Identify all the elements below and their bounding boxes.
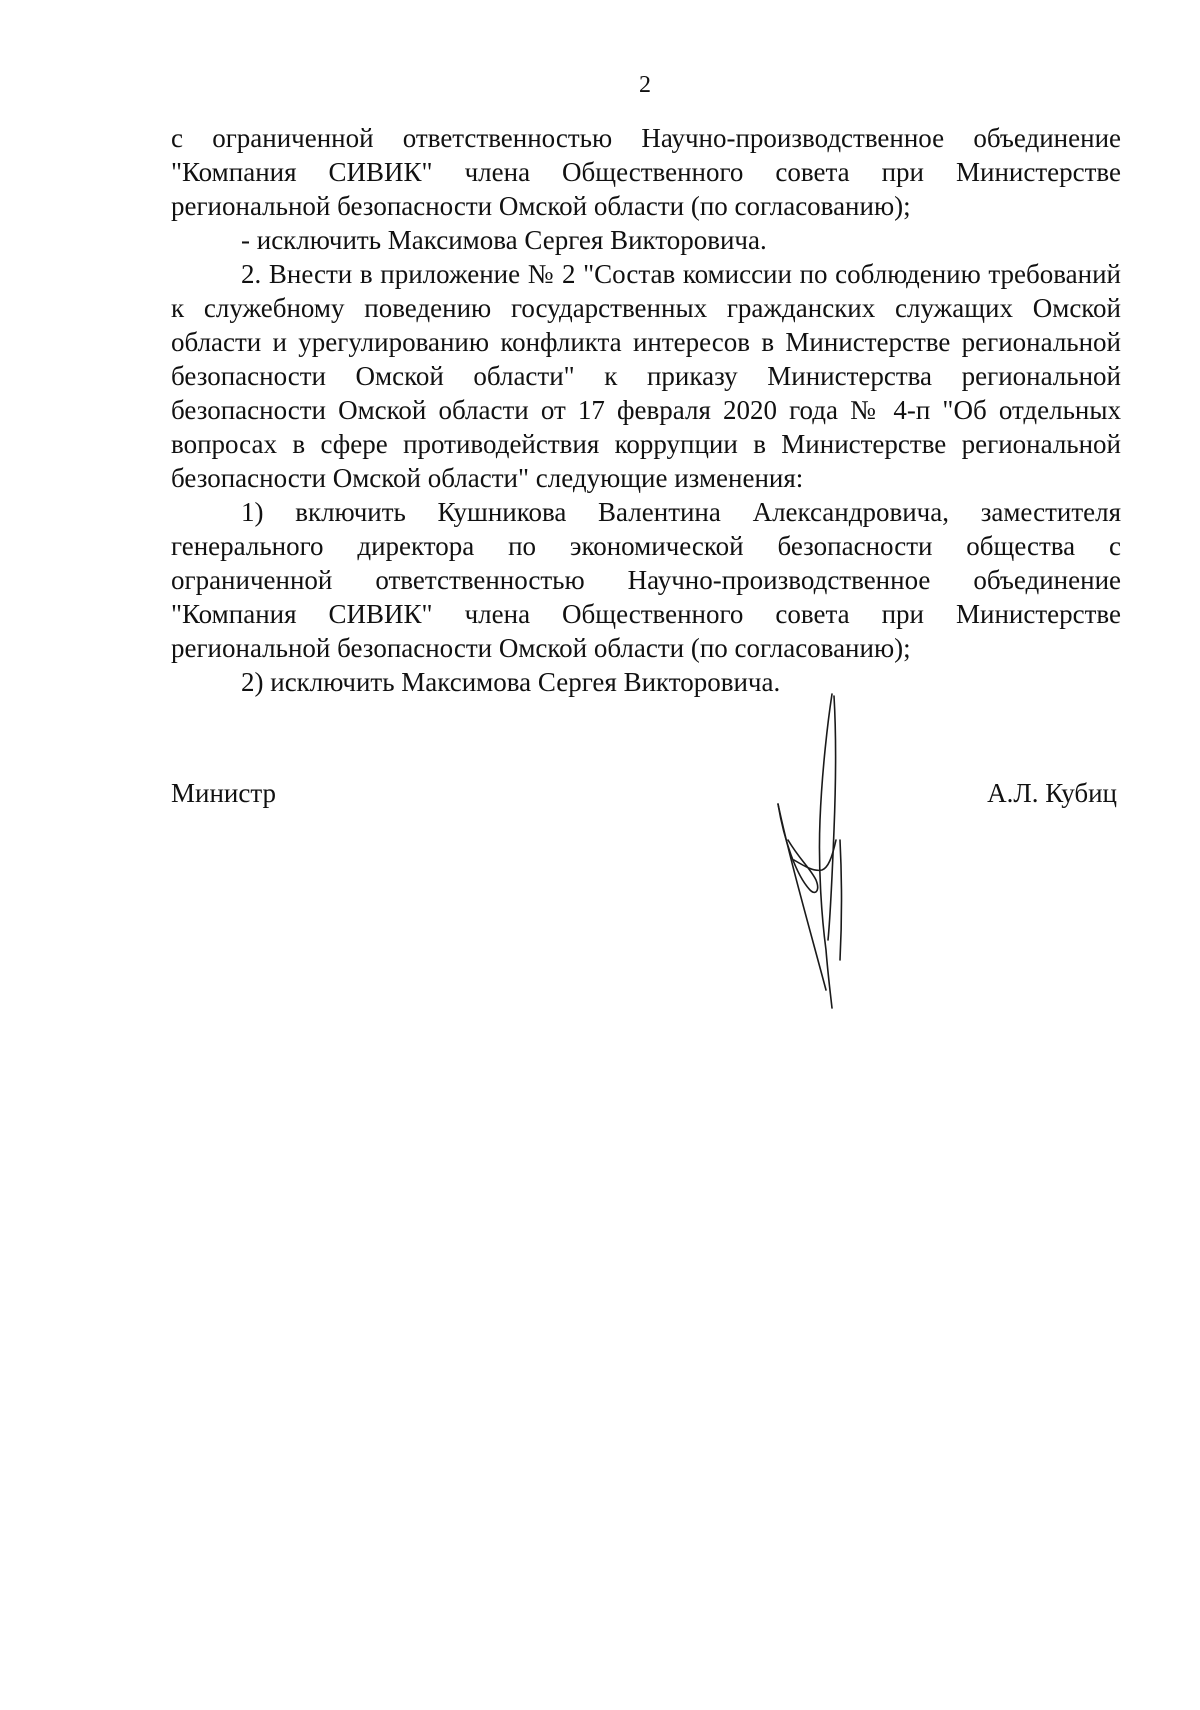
- paragraph-item-2: 2. Внести в приложение № 2 "Состав комиссии по соблюдению требований к служебному поведению государственных гражданских служащих Омской области и урегулированию конфликта интересов в Министерстве региональной безопасности Омской области" к приказу Министерства региональной безопасности Омской области от 17 февраля 2020 года № 4-п "Об отдельных вопросах в сфере противодействия коррупции в Министерстве региональной безопасности Омской области" следующие изменения:: [171, 259, 1121, 493]
- paragraph-subitem-1: 1) включить Кушникова Валентина Александровича, заместителя генерального директора по экономической безопасности общества с ограниченной ответственностью Научно-производственное объединение "Компания СИВИК" члена Общественного совета при Министерстве региональной безопасности Омской области (по согласованию);: [171, 497, 1121, 663]
- signatory-name: А.Л. Кубиц: [987, 778, 1117, 808]
- page-number: 2: [639, 72, 651, 98]
- handwritten-signature: [770, 690, 880, 1030]
- paragraph-subitem-2: 2) исключить Максимова Сергея Викторовича.: [241, 667, 781, 697]
- paragraph-exclude-item: - исключить Максимова Сергея Викторовича.: [241, 225, 767, 255]
- document-body: [171, 121, 1121, 699]
- signatory-position: Министр: [171, 778, 276, 808]
- paragraph-continuation: с ограниченной ответственностью Научно-производственное объединение "Компания СИВИК" члена Общественного совета при Министерстве региональной безопасности Омской области (по согласованию);: [171, 123, 1121, 221]
